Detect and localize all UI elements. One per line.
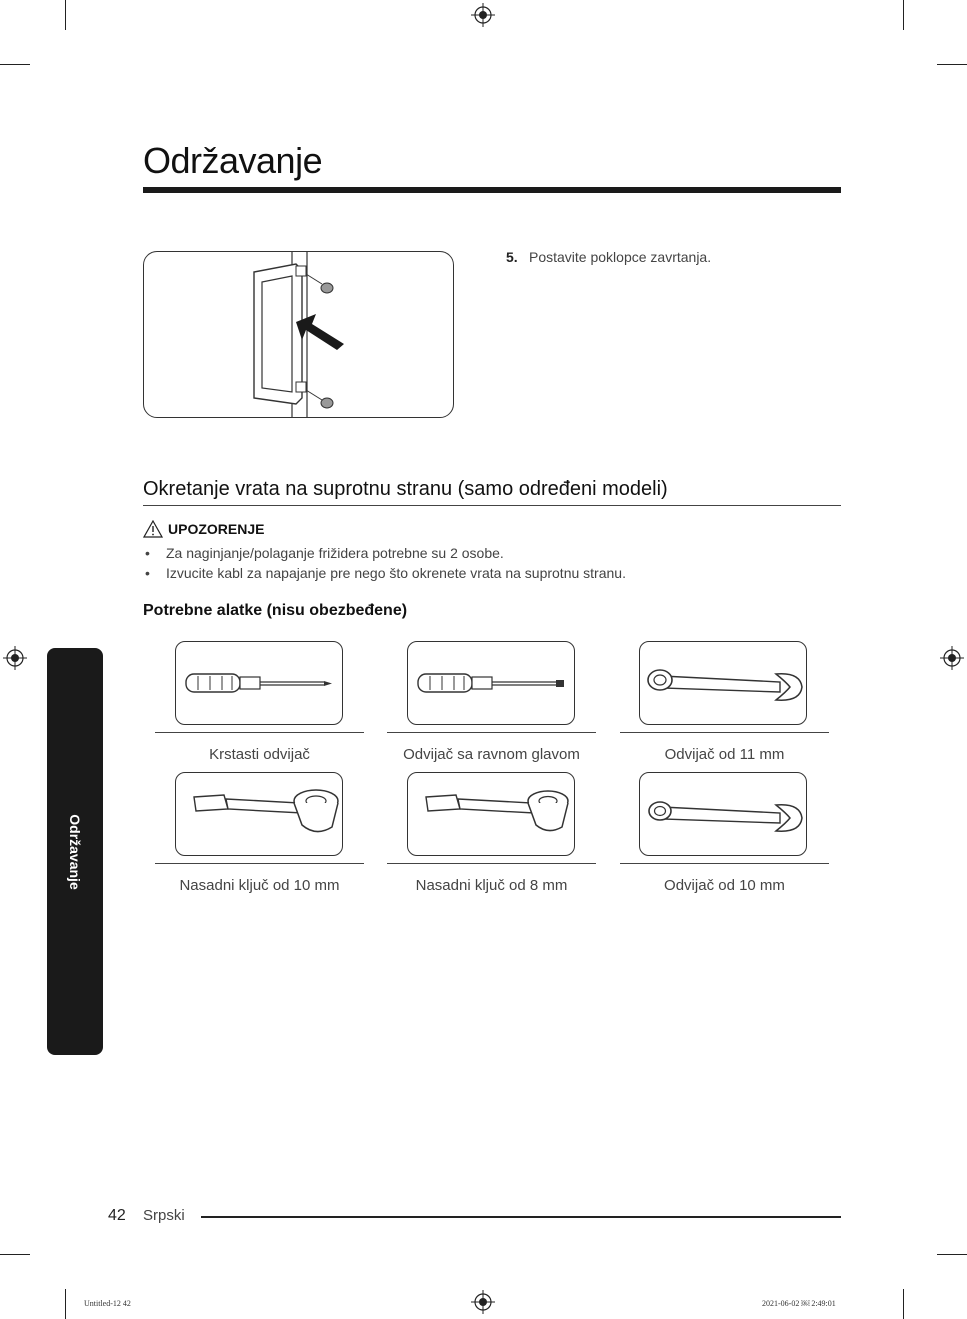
tool-label: Odvijač od 10 mm (664, 877, 785, 894)
section-rule (143, 505, 841, 506)
bullet-item: Za naginjanje/polaganje frižidera potrebne su 2 osobe. (166, 545, 504, 561)
side-tab-label-wrap (47, 648, 103, 1055)
section-title: Okretanje vrata na suprotnu stranu (samo određeni modeli) (143, 478, 668, 500)
title-rule (143, 187, 841, 193)
door-handle-screw-cover-icon (144, 252, 454, 418)
tool-label: Odvijač sa ravnom glavom (403, 746, 580, 763)
step-text: Postavite poklopce zavrtanja. (529, 249, 712, 265)
step-number: 5. (506, 249, 518, 265)
print-slug-left: Untitled-12 42 (84, 1299, 131, 1308)
print-slug-right: 2021-06-02 ￼ 2:49:01 (762, 1299, 836, 1308)
footer-language: Srpski (143, 1207, 185, 1224)
tool-label: Nasadni ključ od 8 mm (415, 877, 568, 894)
side-tab-label: Održavanje (67, 813, 83, 890)
crop-mark (903, 0, 904, 30)
bullet-marker: • (145, 545, 150, 561)
tool-image-frame (175, 641, 343, 725)
flat-screwdriver-icon (408, 642, 574, 724)
crop-mark (0, 64, 30, 65)
tool-label: Nasadni ključ od 10 mm (179, 877, 340, 894)
bullet-marker: • (145, 565, 150, 581)
socket-wrench-icon (176, 773, 342, 857)
tool-image-frame (407, 772, 575, 856)
tool-image-frame (407, 641, 575, 725)
tool-rule (387, 863, 596, 864)
crop-mark (903, 1289, 904, 1319)
tool-label: Krstasti odvijač (209, 746, 310, 763)
tools-heading: Potrebne alatke (nisu obezbeđene) (143, 602, 408, 619)
tool-label: Odvijač od 11 mm (664, 746, 785, 763)
registration-mark-icon (3, 646, 27, 670)
socket-wrench-icon (408, 773, 574, 857)
registration-mark-icon (471, 1290, 495, 1314)
registration-mark-icon (940, 646, 964, 670)
tool-rule (620, 732, 829, 733)
tool-image-frame (639, 641, 807, 725)
door-handle-illustration (143, 251, 454, 418)
tool-rule (155, 863, 364, 864)
crop-mark (65, 1289, 66, 1319)
bullet-item: Izvucite kabl za napajanje pre nego što okrenete vrata na suprotnu stranu. (166, 565, 626, 581)
tool-rule (387, 732, 596, 733)
crop-mark (937, 64, 967, 65)
wrench-icon (640, 642, 806, 724)
footer-rule (201, 1216, 841, 1218)
tool-rule (155, 732, 364, 733)
registration-mark-icon (471, 3, 495, 27)
wrench-icon (640, 773, 806, 857)
page-title: Održavanje (143, 140, 323, 181)
crop-mark (937, 1254, 967, 1255)
tool-rule (620, 863, 829, 864)
warning-label: UPOZORENJE (168, 521, 265, 537)
page-number: 42 (108, 1207, 126, 1224)
warning-triangle-icon (143, 520, 163, 538)
crop-mark (65, 0, 66, 30)
tool-image-frame (639, 772, 807, 856)
crop-mark (0, 1254, 30, 1255)
tool-image-frame (175, 772, 343, 856)
phillips-screwdriver-icon (176, 642, 342, 724)
